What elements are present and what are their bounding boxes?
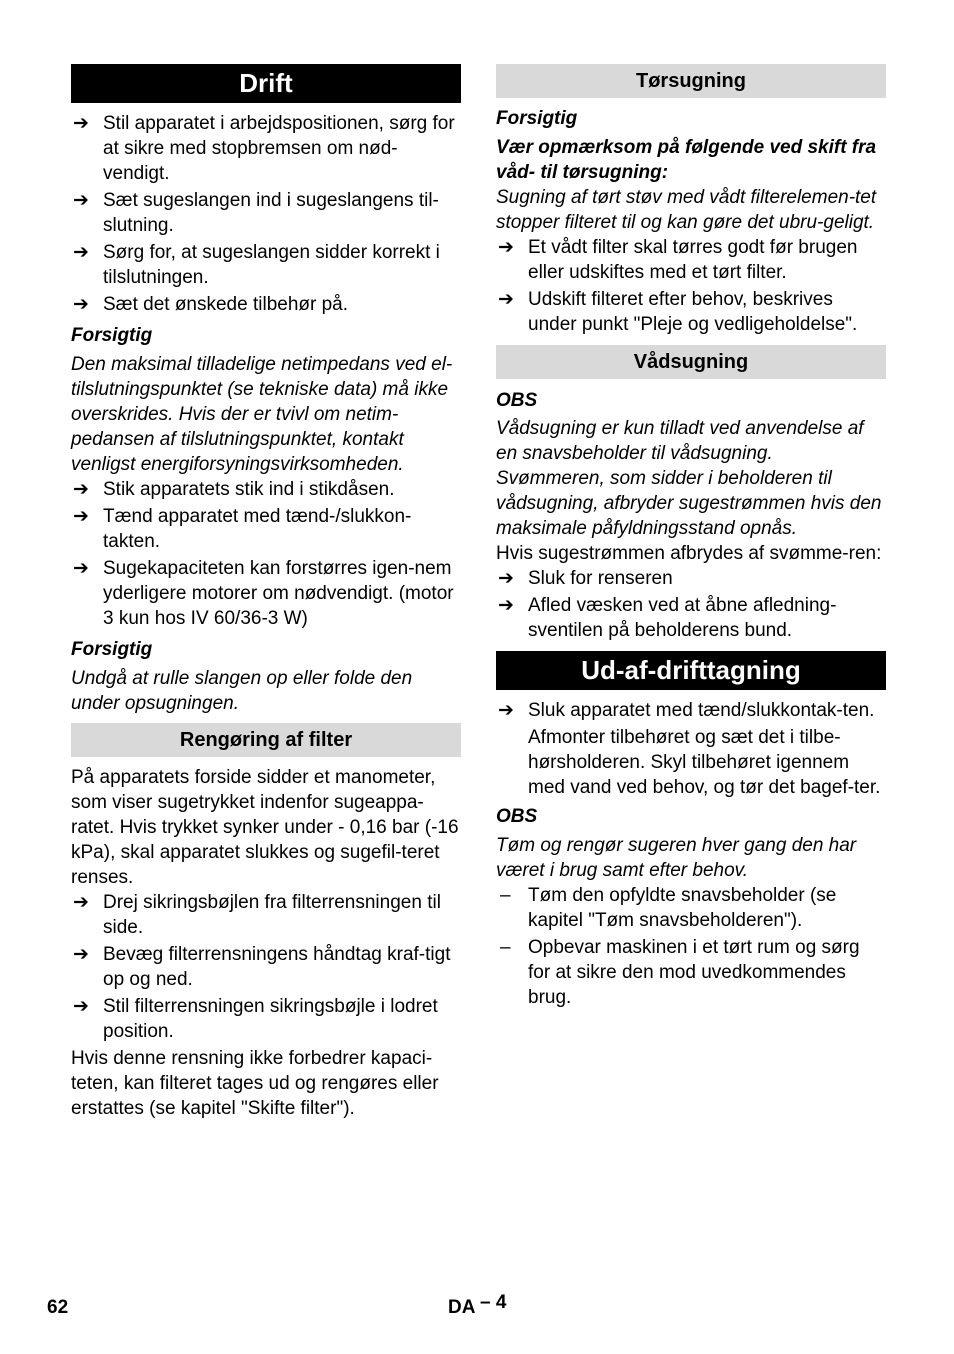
arrow-right-icon: ➔ [73, 113, 89, 134]
list-item: ➔ Sæt det ønskede tilbehør på. [73, 294, 349, 315]
section-heading-filter: Rengøring af filter [71, 723, 461, 757]
arrow-right-icon: ➔ [73, 242, 89, 263]
list-item: ➔ Sørg for, at sugeslangen sidder korrekt i tilslutningen. [73, 242, 440, 288]
section-heading-wet: Vådsugning [496, 345, 886, 379]
page-number: 62 [47, 1297, 69, 1318]
list-item: – Tøm den opfyldte snavsbeholder (se kapitel "Tøm snavsbeholderen"). [500, 885, 837, 931]
list-item: ➔ Sæt sugeslangen ind i sugeslangens til-slutning. [73, 190, 439, 236]
arrow-right-icon: ➔ [73, 506, 89, 527]
arrow-right-icon: ➔ [498, 568, 514, 589]
caution-text: Den maksimal tilladelige netimpedans ved el-tilslutningspunktet (se tekniske data) må ikke overskrides. Hvis der er tvivl om netim-pedansen af tilslutningspunktet, kontakt venligst energiforsyningsvirksomheden. [71, 354, 453, 475]
list-item: ➔ Et vådt filter skal tørres godt før brugen eller udskiftes med et tørt filter. [498, 237, 858, 283]
note-label: OBS [496, 390, 538, 411]
arrow-right-icon: ➔ [73, 479, 89, 500]
caution-text: Sugning af tørt støv med vådt filterelemen-tet stopper filteret til og kan gøre det ubru-geligt. [496, 187, 877, 233]
arrow-right-icon: ➔ [73, 190, 89, 211]
footer-page-label: DA – 4 [448, 1292, 507, 1318]
list-item: ➔ Afled væsken ved at åbne afledning-sventilen på beholderens bund. [498, 595, 837, 641]
list-item: ➔ Tænd apparatet med tænd-/slukkon-takten. [73, 506, 412, 552]
list-item: ➔ Sluk for renseren [498, 568, 673, 589]
caution-label: Forsigtig [71, 639, 153, 660]
note-text: Tøm og rengør sugeren hver gang den har været i brug samt efter behov. [496, 835, 857, 881]
caution-bold-text: Vær opmærksom på følgende ved skift fra våd- til tørsugning: [496, 137, 877, 183]
list-item: ➔ Bevæg filterrensningens håndtag kraf-tigt op og ned. [73, 944, 451, 990]
caution-text: Undgå at rulle slangen op eller folde den under opsugningen. [71, 668, 413, 714]
footer-lang: DA [448, 1297, 475, 1318]
note-label: OBS [496, 806, 538, 827]
arrow-right-icon: ➔ [498, 289, 514, 310]
paragraph: Hvis sugestrømmen afbrydes af svømme-ren: [496, 543, 882, 564]
section-heading-out-of-service: Ud-af-drifttagning [496, 651, 886, 690]
list-item: – Opbevar maskinen i et tørt rum og sørg for at sikre den mod uvedkommendes brug. [500, 937, 860, 1008]
list-item: ➔ Stil filterrensningen sikringsbøjle i lodret position. [73, 996, 438, 1042]
paragraph: Hvis denne rensning ikke forbedrer kapaci-teten, kan filteret tages ud og rengøres eller erstattes (se kapitel "Skifte filter"). [71, 1048, 439, 1119]
arrow-right-icon: ➔ [73, 558, 89, 579]
arrow-right-icon: ➔ [498, 237, 514, 258]
paragraph: På apparatets forside sidder et manometer, som viser sugetrykket indenfor sugeappa-ratet. Hvis trykket synker under - 0,16 bar (-16 kPa), skal apparatet slukkes og sugefil-teret renses. [71, 767, 459, 888]
dash-icon: – [500, 937, 511, 958]
dash-icon: – [500, 885, 511, 906]
arrow-right-icon: ➔ [73, 944, 89, 965]
indented-paragraph: Afmonter tilbehøret og sæt det i tilbe-hørsholderen. Skyl tilbehøret igennem med vand ved behov, og tør det bagef-ter. [528, 727, 881, 798]
right-column [496, 64, 886, 1010]
list-item: ➔ Sugekapaciteten kan forstørres igen-nem yderligere motorer om nødvendigt. (motor 3 kun hos IV 60/36-3 W) [73, 558, 454, 629]
left-column [71, 64, 461, 1121]
section-heading-dry: Tørsugning [496, 64, 886, 98]
list-item: ➔ Stil apparatet i arbejdspositionen, sørg for at sikre med stopbremsen om nød-vendigt. [73, 113, 455, 184]
arrow-right-icon: ➔ [498, 700, 514, 721]
note-text: Vådsugning er kun tilladt ved anvendelse af en snavsbeholder til vådsugning. Svømmeren, som sidder i beholderen til vådsugning, afbryder sugestrømmen hvis den maksimale påfyldningsstand opnås. [496, 418, 882, 539]
list-item: ➔ Drej sikringsbøjlen fra filterrensningen til side. [73, 892, 441, 938]
arrow-right-icon: ➔ [73, 294, 89, 315]
list-item: ➔ Stik apparatets stik ind i stikdåsen. [73, 479, 395, 500]
arrow-right-icon: ➔ [498, 595, 514, 616]
caution-label: Forsigtig [71, 325, 153, 346]
arrow-right-icon: ➔ [73, 996, 89, 1017]
footer-subpage: 4 [495, 1292, 507, 1313]
list-item: ➔ Udskift filteret efter behov, beskrives under punkt "Pleje og vedligeholdelse". [498, 289, 858, 335]
section-heading-drift: Drift [71, 64, 461, 103]
arrow-right-icon: ➔ [73, 892, 89, 913]
caution-label: Forsigtig [496, 108, 578, 129]
list-item: ➔ Sluk apparatet med tænd/slukkontak-ten. [498, 700, 875, 721]
